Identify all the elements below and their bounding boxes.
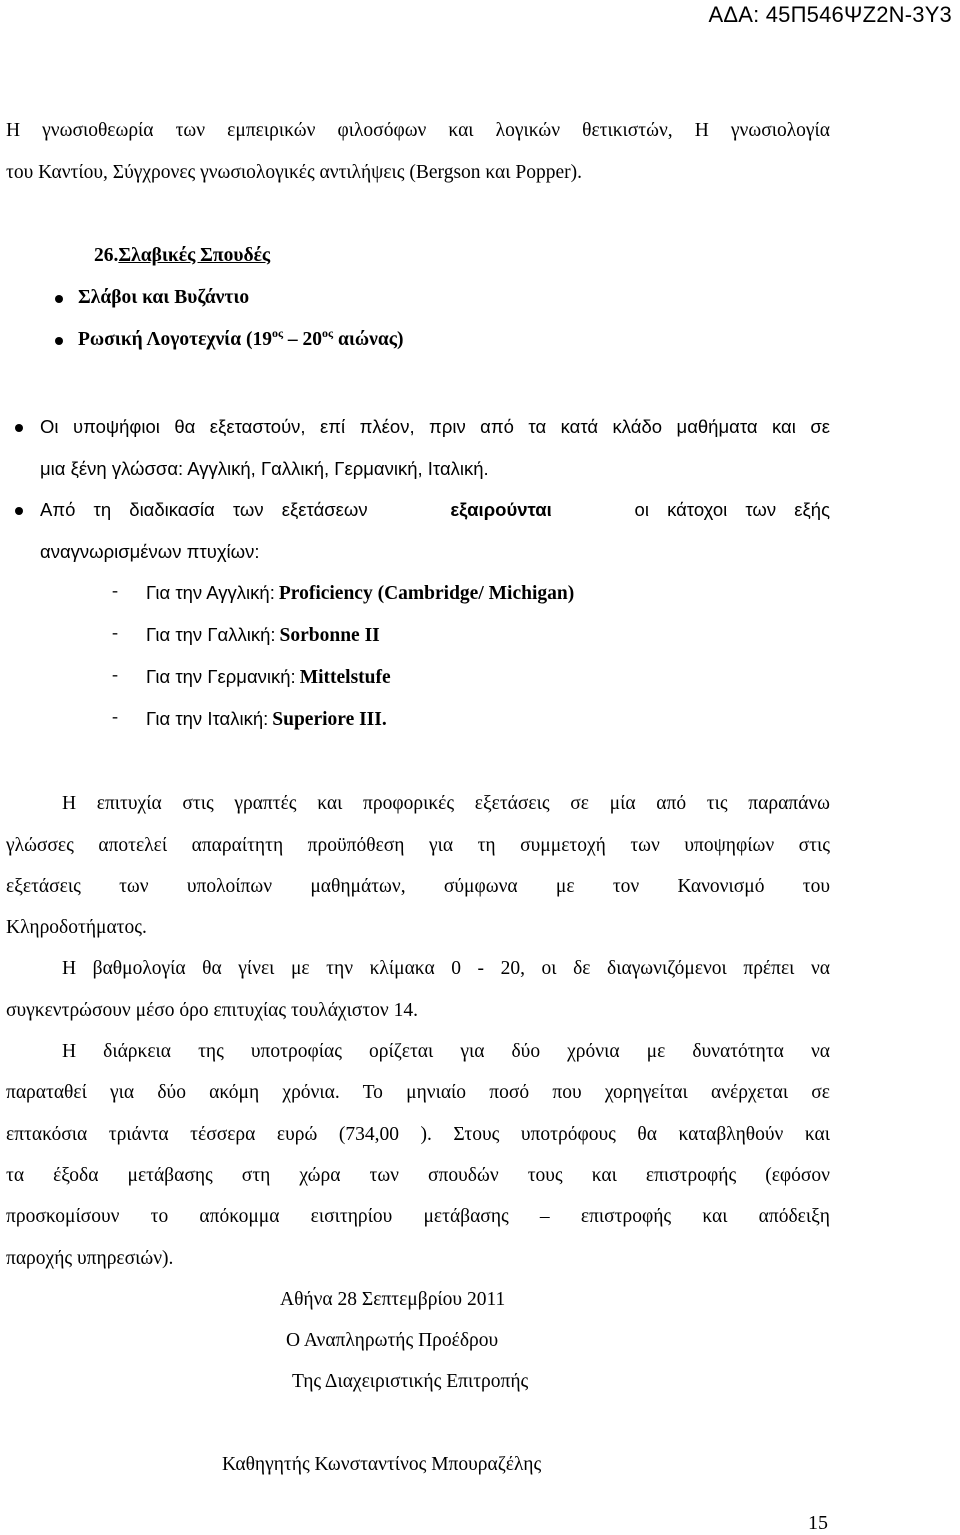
list-dash: -	[112, 580, 118, 600]
list-dash: -	[112, 622, 118, 642]
languages-line-1: Οι υποψήφιοι θα εξεταστούν, επί πλέον, πριν από τα κατά κλάδο μαθήματα και σε	[40, 416, 830, 437]
section-number: 26.	[94, 245, 119, 266]
bullet-icon	[15, 507, 23, 515]
bullet-icon	[15, 424, 23, 432]
grading-paragraph-line-2: συγκεντρώσουν μέσο όρο επιτυχίας τουλάχιστον 14.	[6, 1000, 418, 1021]
intro-line-2: του Καντίου, Σύγχρονες γνωσιολογικές αντιλήψεις (Bergson και Popper).	[6, 162, 583, 183]
success-paragraph-line-2: γλώσσες αποτελεί απαραίτητη προϋπόθεση για τη συμμετοχή των υποψηφίων στις	[6, 835, 830, 856]
success-paragraph-line-4: Κληροδοτήματος.	[6, 917, 147, 938]
bullet-icon	[55, 295, 63, 303]
duration-paragraph-line-5: προσκομίσουν το απόκομμα εισιτηρίου μετάβασης – επιστροφής και απόδειξη	[6, 1206, 830, 1227]
success-paragraph-line-1: Η επιτυχία στις γραπτές και προφορικές εξετάσεις σε μία από τις παραπάνω	[62, 793, 830, 814]
languages-line-2: μια ξένη γλώσσα: Αγγλική, Γαλλική, Γερμανική, Ιταλική.	[40, 458, 489, 479]
section-item-1: Σλάβοι και Βυζάντιο	[78, 287, 250, 308]
page-number: 15	[808, 1512, 828, 1534]
certificate-french: Για την Γαλλική: Sorbonne II	[146, 624, 380, 646]
signatory-committee: Της Διαχειριστικής Επιτροπής	[292, 1371, 529, 1392]
bullet-icon	[55, 337, 63, 345]
duration-paragraph-line-1: Η διάρκεια της υποτροφίας ορίζεται για δύο χρόνια με δυνατότητα να	[62, 1041, 830, 1062]
duration-paragraph-line-4: τα έξοδα μετάβασης στη χώρα των σπουδών τους και επιστροφής (εφόσον	[6, 1165, 830, 1186]
duration-paragraph-line-6: παροχής υπηρεσιών).	[6, 1248, 174, 1269]
place-date: Αθήνα 28 Σεπτεμβρίου 2011	[280, 1289, 506, 1310]
signatory-role: Ο Αναπληρωτής Προέδρου	[286, 1330, 499, 1351]
certificate-italian: Για την Ιταλική: Superiore III.	[146, 708, 387, 730]
duration-paragraph-line-3: επτακόσια τριάντα τέσσερα ευρώ (734,00 ). Στους υποτρόφους θα καταβληθούν και	[6, 1124, 830, 1145]
section-item-2: Ρωσική Λογοτεχνία ($19^{o\varsigma} - 20^{o\varsigma}$ αιώνας)	[78, 325, 404, 350]
document-code: ΑΔΑ: 45Π546ΨΖ2Ν-3Υ3	[708, 2, 952, 27]
exemption-line-1: Από τη διαδικασία των εξετάσεων εξαιρούνται οι κάτοχοι των εξής	[40, 499, 830, 520]
signatory-name: Καθηγητής Κωνσταντίνος Μπουραζέλης	[222, 1454, 542, 1475]
grading-paragraph-line-1: Η βαθμολογία θα γίνει με την κλίμακα 0 - 20, οι δε διαγωνιζόμενοι πρέπει να	[62, 958, 830, 979]
certificate-english: Για την Αγγλική: Proficiency (Cambridge/ Michigan)	[146, 582, 575, 604]
list-dash: -	[112, 664, 118, 684]
section-title: Σλαβικές Σπουδές	[118, 245, 271, 266]
success-paragraph-line-3: εξετάσεις των υπολοίπων μαθημάτων, σύμφωνα με τον Κανονισμό του	[6, 876, 830, 897]
list-dash: -	[112, 706, 118, 726]
section-heading	[94, 235, 270, 276]
intro-line-1: Η γνωσιοθεωρία των εμπειρικών φιλοσόφων και λογικών θετικιστών, Η γνωσιολογία	[6, 120, 830, 141]
certificate-german: Για την Γερμανική: Mittelstufe	[146, 666, 391, 688]
duration-paragraph-line-2: παραταθεί για δύο ακόμη χρόνια. Το μηνιαίο ποσό που χορηγείται ανέρχεται σε	[6, 1082, 830, 1103]
exemption-line-2: αναγνωρισμένων πτυχίων:	[40, 541, 260, 562]
